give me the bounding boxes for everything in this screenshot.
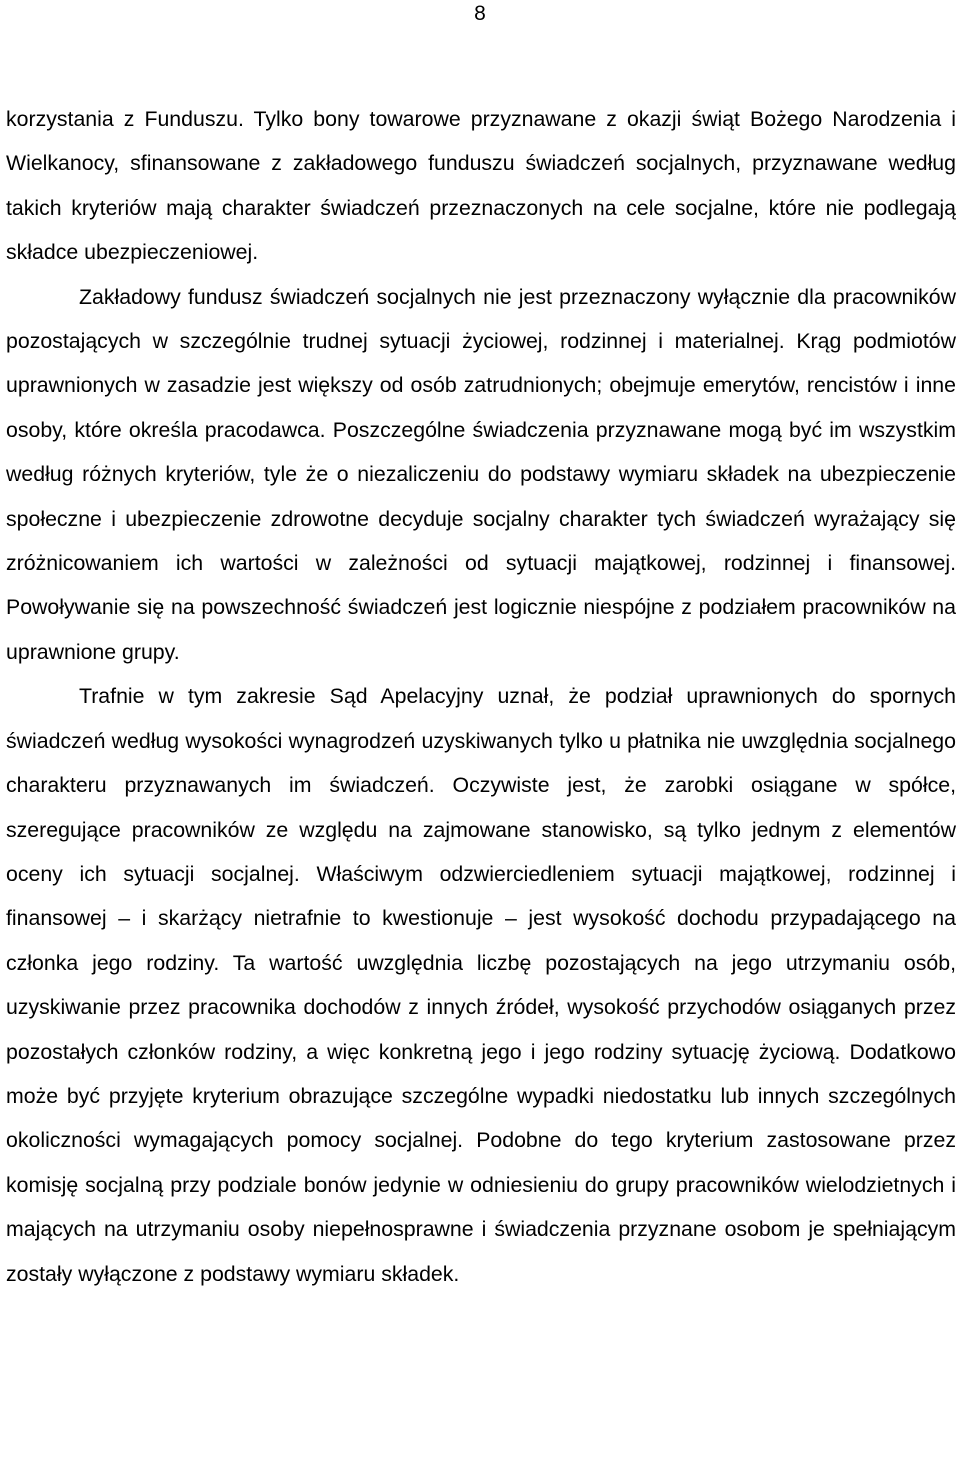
paragraph-1: korzystania z Funduszu. Tylko bony towarowe przyznawane z okazji świąt Bożego Narodzenia i Wielkanocy, sfinansowane z zakładowego funduszu świadczeń socjalnych, przyznawane według takich kryteriów mają charakter świadczeń przeznaczonych na cele socjalne, które nie podlegają składce ubezpieczeniowej.	[6, 107, 956, 265]
paragraph-2: Zakładowy fundusz świadczeń socjalnych nie jest przeznaczony wyłącznie dla pracowników pozostających w szczególnie trudnej sytuacji życiowej, rodzinnej i materialnej. Krąg podmiotów uprawnionych w zasadzie jest większy od osób zatrudnionych; obejmuje emerytów, rencistów i inne osoby, które określa pracodawca. Poszczególne świadczenia przyznawane mogą być im wszystkim według różnych kryteriów, tyle że o niezaliczeniu do podstawy wymiaru składek na ubezpieczenie społeczne i ubezpieczenie zdrowotne decyduje socjalny charakter tych świadczeń wyrażający się zróżnicowaniem ich wartości w zależności od sytuacji majątkowej, rodzinnej i finansowej. Powoływanie się na powszechność świadczeń jest logicznie niespójne z podziałem pracowników na uprawnione grupy.	[6, 284, 956, 664]
page-number: 8	[474, 2, 486, 25]
document-body	[6, 97, 956, 1296]
paragraph-3: Trafnie w tym zakresie Sąd Apelacyjny uznał, że podział uprawnionych do spornych świadczeń według wysokości wynagrodzeń uzyskiwanych tylko u płatnika nie uwzględnia socjalnego charakteru przyznawanych im świadczeń. Oczywiste jest, że zarobki osiągane w spółce, szeregujące pracowników ze względu na zajmowane stanowisko, są tylko jednym z elementów oceny ich sytuacji socjalnej. Właściwym odzwierciedleniem sytuacji majątkowej, rodzinnej i finansowej – i skarżący nietrafnie to kwestionuje – jest wysokość dochodu przypadającego na członka jego rodziny. Ta wartość uwzględnia liczbę pozostających na jego utrzymaniu osób, uzyskiwanie przez pracownika dochodów z innych źródeł, wysokość przychodów osiąganych przez pozostałych członków rodziny, a więc konkretną jego i jego rodziny sytuację życiową. Dodatkowo może być przyjęte kryterium obrazujące szczególne wypadki niedostatku lub innych szczególnych okoliczności wymagających pomocy socjalnej. Podobne do tego kryterium zastosowane przez komisję socjalną przy podziale bonów jedynie w odniesieniu do grupy pracowników wielodzietnych i mających na utrzymaniu osoby niepełnosprawne i świadczenia przyznane osobom je spełniającym zostały wyłączone z podstawy wymiaru składek.	[6, 684, 956, 1286]
